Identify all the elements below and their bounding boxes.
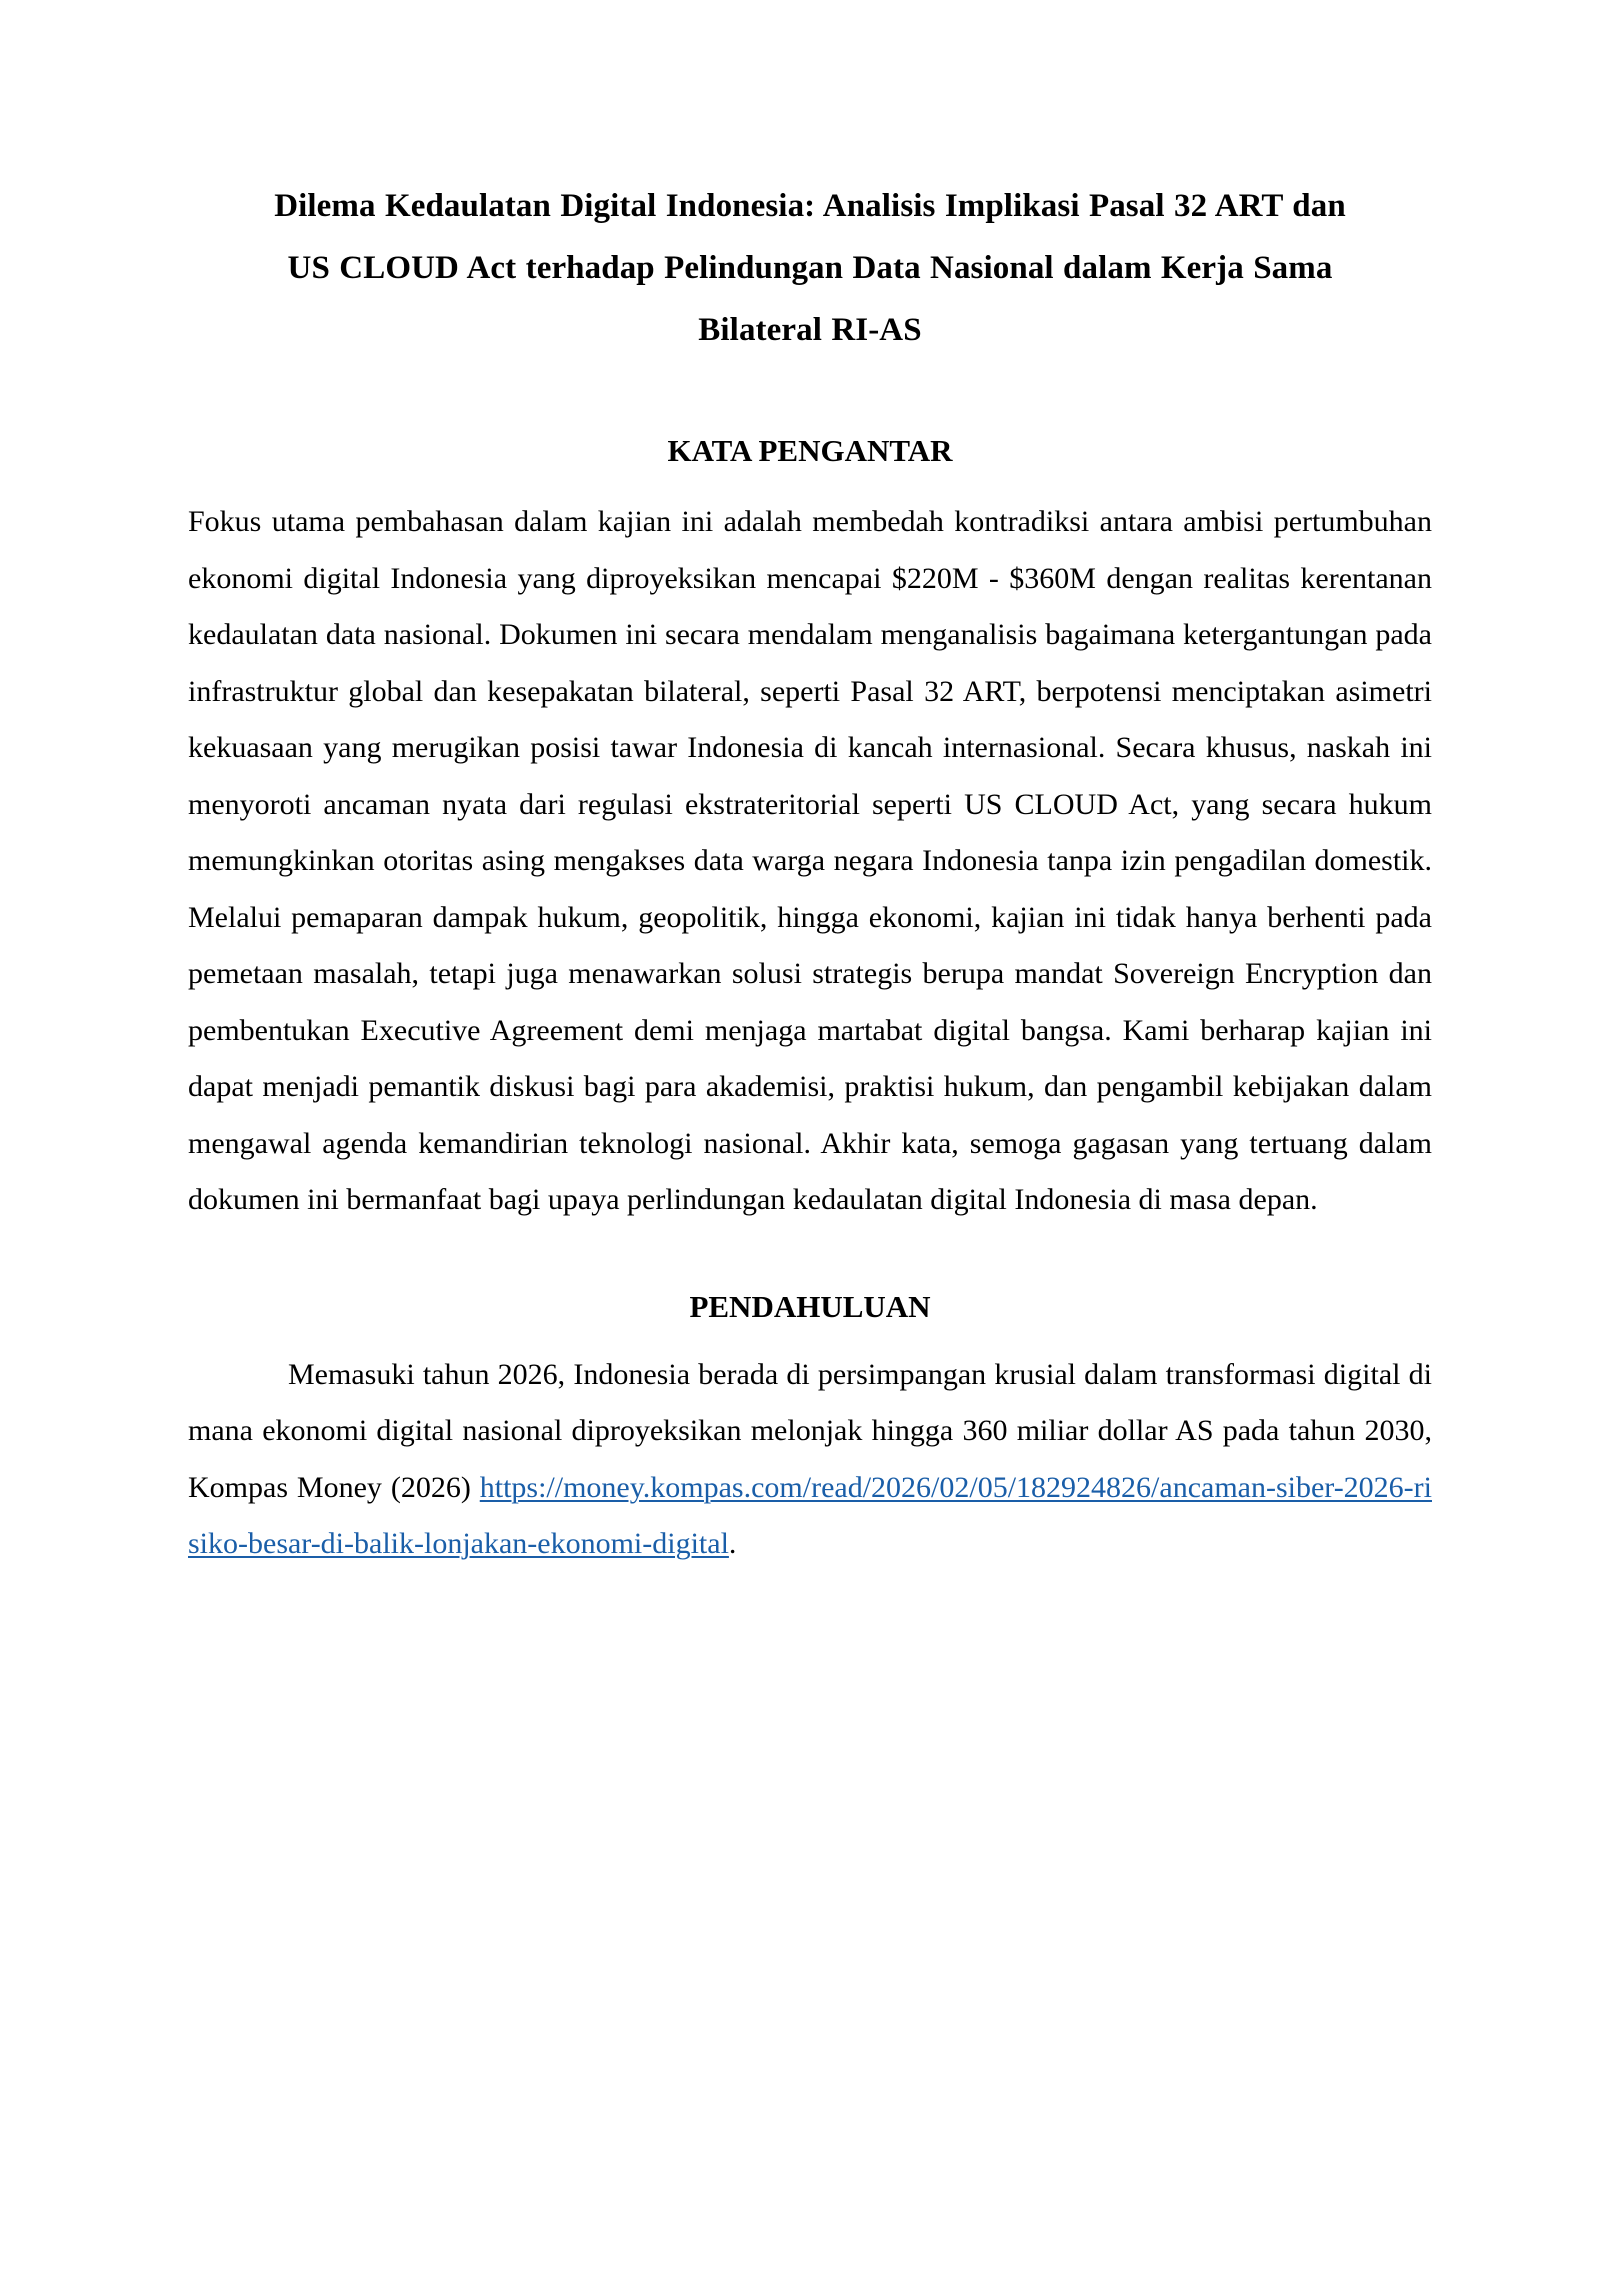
- title-line-2: US CLOUD Act terhadap Pelindungan Data Nasional dalam Kerja Sama: [287, 250, 1333, 286]
- pendahuluan-text-before-link: Memasuki tahun 2026, Indonesia berada di persimpangan krusial dalam transformasi digital di mana ekonomi digital nasional diproyeksikan melonjak hingga 360 miliar dollar AS pada tahun 2030, Kompas Money (2026): [188, 1357, 1432, 1504]
- page-title: [188, 0, 1432, 361]
- section-heading-pendahuluan: PENDAHULUAN: [689, 1288, 931, 1324]
- pendahuluan-text-after-link: .: [728, 1527, 737, 1560]
- section-paragraph-kata-pengantar: Fokus utama pembahasan dalam kajian ini adalah membedah kontradiksi antara ambisi pertumbuhan ekonomi digital Indonesia yang diproyeksikan mencapai $220M - $360M dengan realitas kerentanan kedaulatan data nasional. Dokumen ini secara mendalam menganalisis bagaimana ketergantungan pada infrastruktur global dan kesepakatan bilateral, seperti Pasal 32 ART, berpotensi menciptakan asimetri kekuasaan yang merugikan posisi tawar Indonesia di kancah internasional. Secara khusus, naskah ini menyoroti ancaman nyata dari regulasi ekstrateritorial seperti US CLOUD Act, yang secara hukum memungkinkan otoritas asing mengakses data warga negara Indonesia tanpa izin pengadilan domestik. Melalui pemaparan dampak hukum, geopolitik, hingga ekonomi, kajian ini tidak hanya berhenti pada pemetaan masalah, tetapi juga menawarkan solusi strategis berupa mandat Sovereign Encryption dan pembentukan Executive Agreement demi menjaga martabat digital bangsa. Kami berharap kajian ini dapat menjadi pemantik diskusi bagi para akademisi, praktisi hukum, dan pengambil kebijakan dalam mengawal agenda kemandirian teknologi nasional. Akhir kata, semoga gagasan yang tertuang dalam dokumen ini bermanfaat bagi upaya perlindungan kedaulatan digital Indonesia di masa depan.: [188, 505, 1432, 1216]
- kompas-money-source-link[interactable]: https://money.kompas.com/read/2026/02/05/182924826/ancaman-siber-2026-risiko-besar-di-balik-lonjakan-ekonomi-digital: [188, 1470, 1432, 1560]
- title-line-3: Bilateral RI-AS: [698, 312, 922, 348]
- title-line-1: Dilema Kedaulatan Digital Indonesia: Analisis Implikasi Pasal 32 ART dan: [274, 188, 1346, 224]
- section-paragraph-pendahuluan: [188, 1333, 1432, 1573]
- page-content: [188, 0, 1432, 1573]
- section-heading-kata-pengantar: KATA PENGANTAR: [667, 433, 953, 468]
